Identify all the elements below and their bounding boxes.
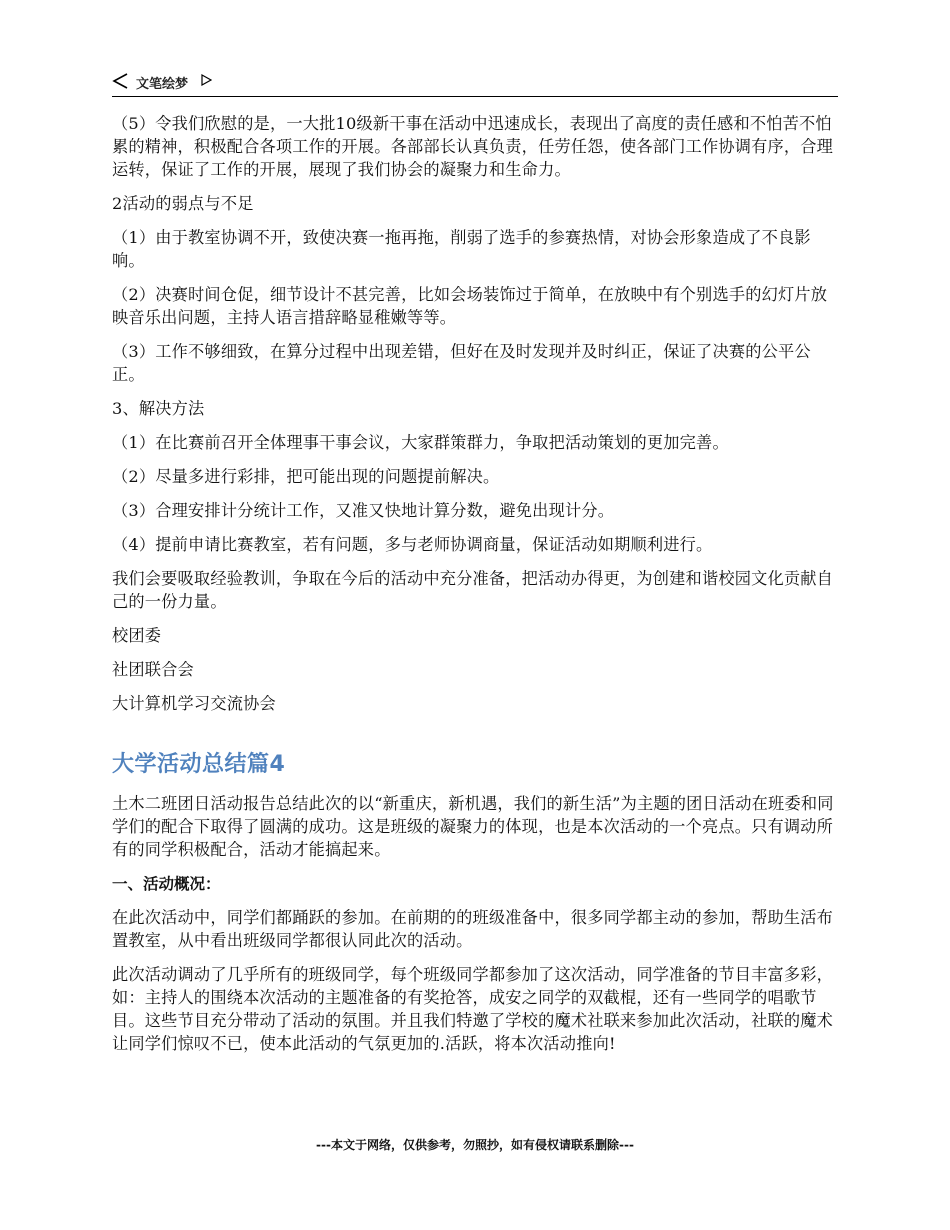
section-title: 大学活动总结篇4 [112, 752, 286, 777]
paragraph: （2）决赛时间仓促，细节设计不甚完善，比如会场装饰过于简单，在放映中有个别选手的幻灯片放映音乐出问题，主持人语言措辞略显稚嫩等等。 [112, 285, 828, 327]
signature-line: 校团委 [112, 626, 162, 645]
signature-line: 社团联合会 [112, 660, 194, 679]
paragraph-heading: 2活动的弱点与不足 [112, 194, 254, 213]
subheading: 一、活动概况： [112, 875, 221, 893]
paragraph: （5）令我们欣慰的是，一大批10级新干事在活动中迅速成长，表现出了高度的责任感和不怕苦不怕累的精神，积极配合各项工作的开展。各部部长认真负责，任劳任怨，使各部门工作协调有序，合理运转，保证了工作的开展，展现了我们协会的凝聚力和生命力。 [112, 114, 834, 179]
paragraph: （1）由于教室协调不开，致使决赛一拖再拖，削弱了选手的参赛热情，对协会形象造成了不良影响。 [112, 228, 811, 270]
paragraph-heading: 3、解决方法 [112, 399, 205, 418]
document-body [112, 112, 840, 1066]
paragraph: （3）工作不够细致，在算分过程中出现差错，但好在及时发现并及时纠正，保证了决赛的公平公正。 [112, 342, 811, 384]
triangle-right-icon [200, 74, 212, 86]
paragraph: 此次活动调动了几乎所有的班级同学，每个班级同学都参加了这次活动，同学准备的节目丰富多彩，如：主持人的围绕本次活动的主题准备的有奖抢答，成安之同学的双截棍，还有一些同学的唱歌节目。这些节目充分带动了活动的氛围。并且我们特邀了学校的魔术社联来参加此次活动，社联的魔术让同学们惊叹不已，使本此活动的气氛更加的.活跃，将本次活动推向! [112, 965, 834, 1053]
paragraph: （3）合理安排计分统计工作，又准又快地计算分数，避免出现计分。 [112, 501, 615, 520]
paragraph: （4）提前申请比赛教室，若有问题，多与老师协调商量，保证活动如期顺利进行。 [112, 535, 713, 554]
page-footer: ---本文于网络，仅供参考，勿照抄，如有侵权请联系删除--- [316, 1138, 634, 1152]
paragraph: 我们会要吸取经验教训，争取在今后的活动中充分准备，把活动办得更，为创建和谐校园文化贡献自己的一份力量。 [112, 569, 834, 611]
triangle-left-icon [112, 72, 130, 90]
paragraph: （1）在比赛前召开全体理事干事会议，大家群策群力，争取把活动策划的更加完善。 [112, 433, 729, 452]
section-intro: 土木二班团日活动报告总结此次的以“新重庆，新机遇，我们的新生活”为主题的团日活动在班委和同学们的配合下取得了圆满的成功。这是班级的凝聚力的体现，也是本次活动的一个亮点。只有调动所有的同学积极配合，活动才能搞起来。 [112, 794, 834, 859]
brand-name: 文笔绘梦 [136, 77, 189, 92]
page-header [112, 70, 838, 97]
signature-line: 大计算机学习交流协会 [112, 694, 276, 713]
paragraph: （2）尽量多进行彩排，把可能出现的问题提前解决。 [112, 467, 500, 486]
paragraph: 在此次活动中，同学们都踊跃的参加。在前期的的班级准备中，很多同学都主动的参加，帮助生活布置教室，从中看出班级同学都很认同此次的活动。 [112, 908, 834, 950]
